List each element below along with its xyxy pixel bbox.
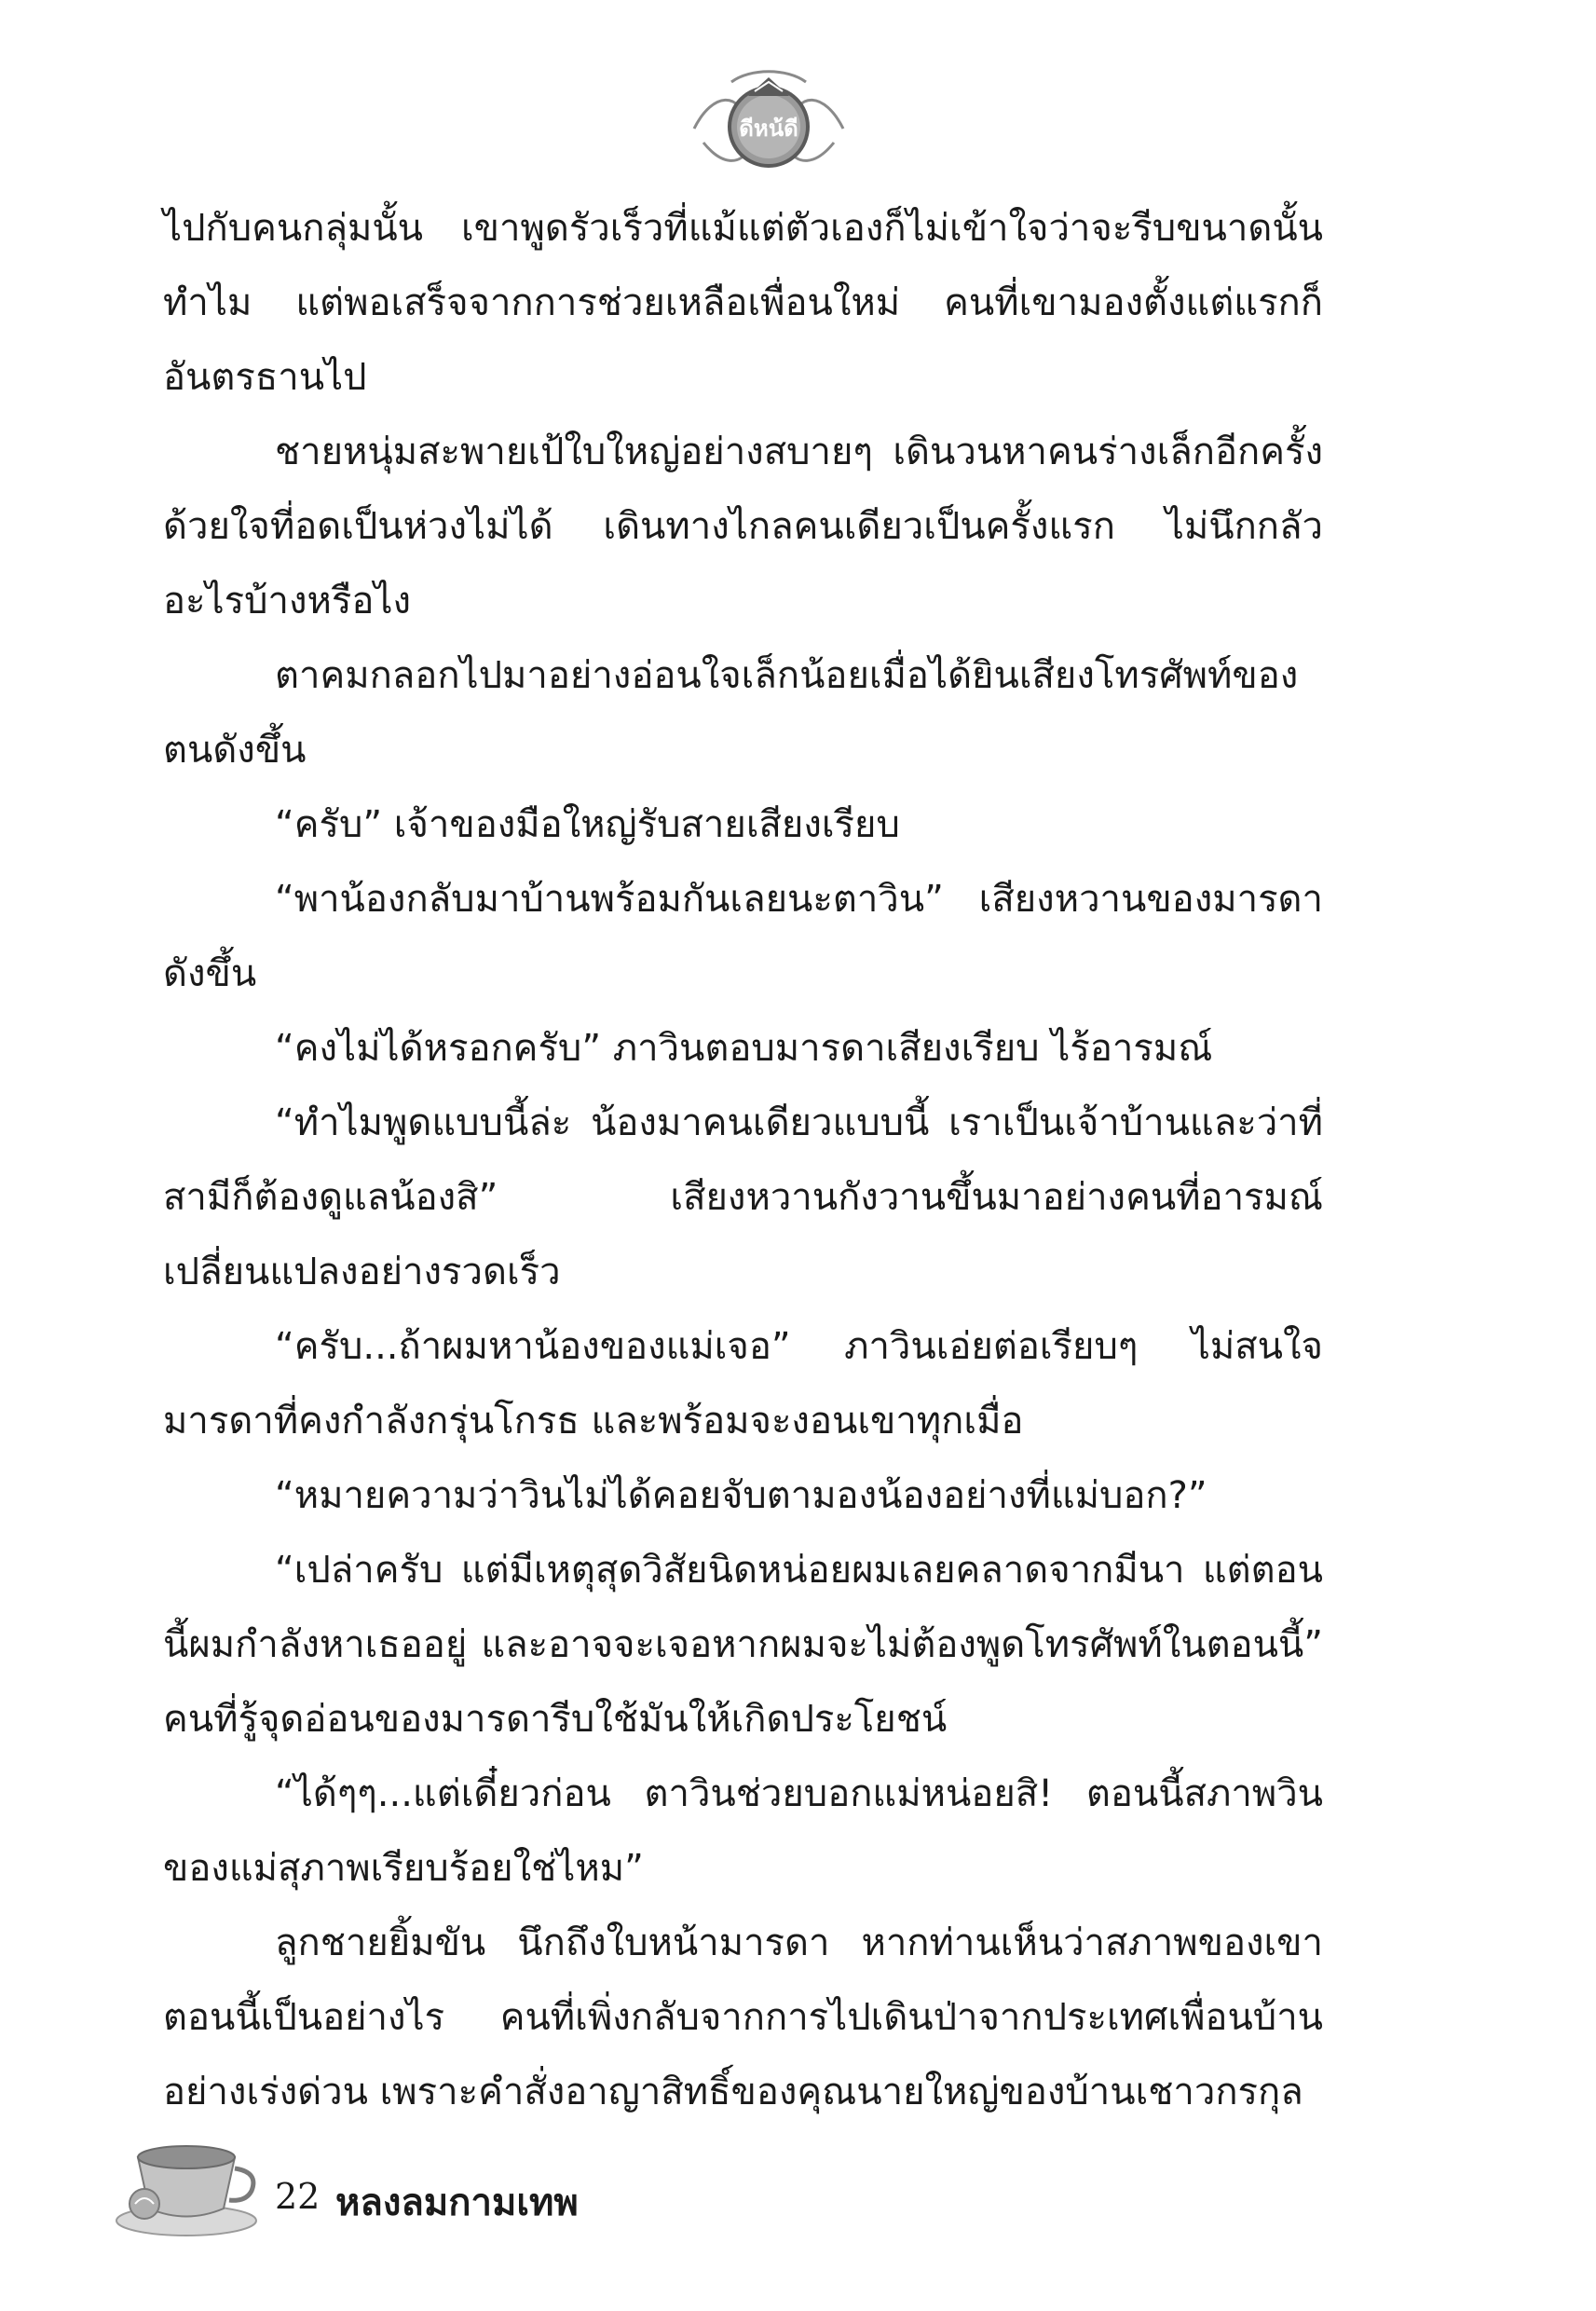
paragraph-8: “ครับ...ถ้าผมหาน้องของแม่เจอ” ภาวินเอ่ยต่อเรียบๆ ไม่สนใจมารดาที่คงกำลังกรุ่นโกรธ และพร้อมจะงอนเขาทุกเมื่อ <box>163 1325 1323 1443</box>
paragraph-7: “ทำไมพูดแบบนี้ล่ะ น้องมาคนเดียวแบบนี้ เราเป็นเจ้าบ้านและว่าที่สามีก็ต้องดูแลน้องสิ” เสียงหวานกังวานขึ้นมาอย่างคนที่อารมณ์เปลี่ยนแปลงอย่างรวดเร็ว <box>163 1101 1323 1293</box>
ornament-logo-icon <box>675 54 862 194</box>
paragraph-1: ไปกับคนกลุ่มนั้น เขาพูดรัวเร็วที่แม้แต่ตัวเองก็ไม่เข้าใจว่าจะรีบขนาดนั้นทำไม แต่พอเสร็จจากการช่วยเหลือเพื่อนใหม่ คนที่เขามองตั้งแต่แรกก็อันตรธานไป <box>163 207 1323 399</box>
page-footer <box>112 2111 764 2250</box>
paragraph-11: “ได้ๆๆ...แต่เดี๋ยวก่อน ตาวินช่วยบอกแม่หน่อยสิ! ตอนนี้สภาพวินของแม่สุภาพเรียบร้อยใช่ไหม” <box>163 1772 1323 1890</box>
paragraph-12: ลูกชายยิ้มขัน นึกถึงใบหน้ามารดา หากท่านเห็นว่าสภาพของเขาตอนนี้เป็นอย่างไร คนที่เพิ่งกลับจากการไปเดินป่าจากประเทศเพื่อนบ้านอย่างเร่งด่วน เพราะคำสั่งอาญาสิทธิ์ของคุณนายใหญ่ของบ้านเชาวกรกุล <box>163 1921 1323 2113</box>
paragraph-4: “ครับ” เจ้าของมือใหญ่รับสายเสียงเรียบ <box>275 803 900 846</box>
body-text <box>163 191 1323 2129</box>
page-number: 22 <box>275 2176 321 2217</box>
paragraph-10: “เปล่าครับ แต่มีเหตุสุดวิสัยนิดหน่อยผมเลยคลาดจากมีนา แต่ตอนนี้ผมกำลังหาเธออยู่ และอาจจะเจอหากผมจะไม่ต้องพูดโทรศัพท์ในตอนนี้” คนที่รู้จุดอ่อนของมารดารีบใช้มันให้เกิดประโยชน์ <box>163 1549 1323 1741</box>
teacup-icon <box>112 2111 280 2241</box>
book-title: หลงลมกามเทพ <box>335 2181 579 2224</box>
paragraph-3: ตาคมกลอกไปมาอย่างอ่อนใจเล็กน้อยเมื่อได้ยินเสียงโทรศัพท์ของตนดังขึ้น <box>163 654 1299 772</box>
logo-text: ดีหน้ดี <box>739 116 798 142</box>
paragraph-2: ชายหนุ่มสะพายเป้ใบใหญ่อย่างสบายๆ เดินวนหาคนร่างเล็กอีกครั้งด้วยใจที่อดเป็นห่วงไม่ได้ เดินทางไกลคนเดียวเป็นครั้งแรก ไม่นึกกลัวอะไรบ้างหรือไง <box>163 431 1323 622</box>
paragraph-6: “คงไม่ได้หรอกครับ” ภาวินตอบมารดาเสียงเรียบ ไร้อารมณ์ <box>275 1027 1213 1070</box>
paragraph-5: “พาน้องกลับมาบ้านพร้อมกันเลยนะตาวิน” เสียงหวานของมารดาดังขึ้น <box>163 878 1323 995</box>
paragraph-9: “หมายความว่าวินไม่ได้คอยจับตามองน้องอย่างที่แม่บอก?” <box>275 1474 1207 1517</box>
